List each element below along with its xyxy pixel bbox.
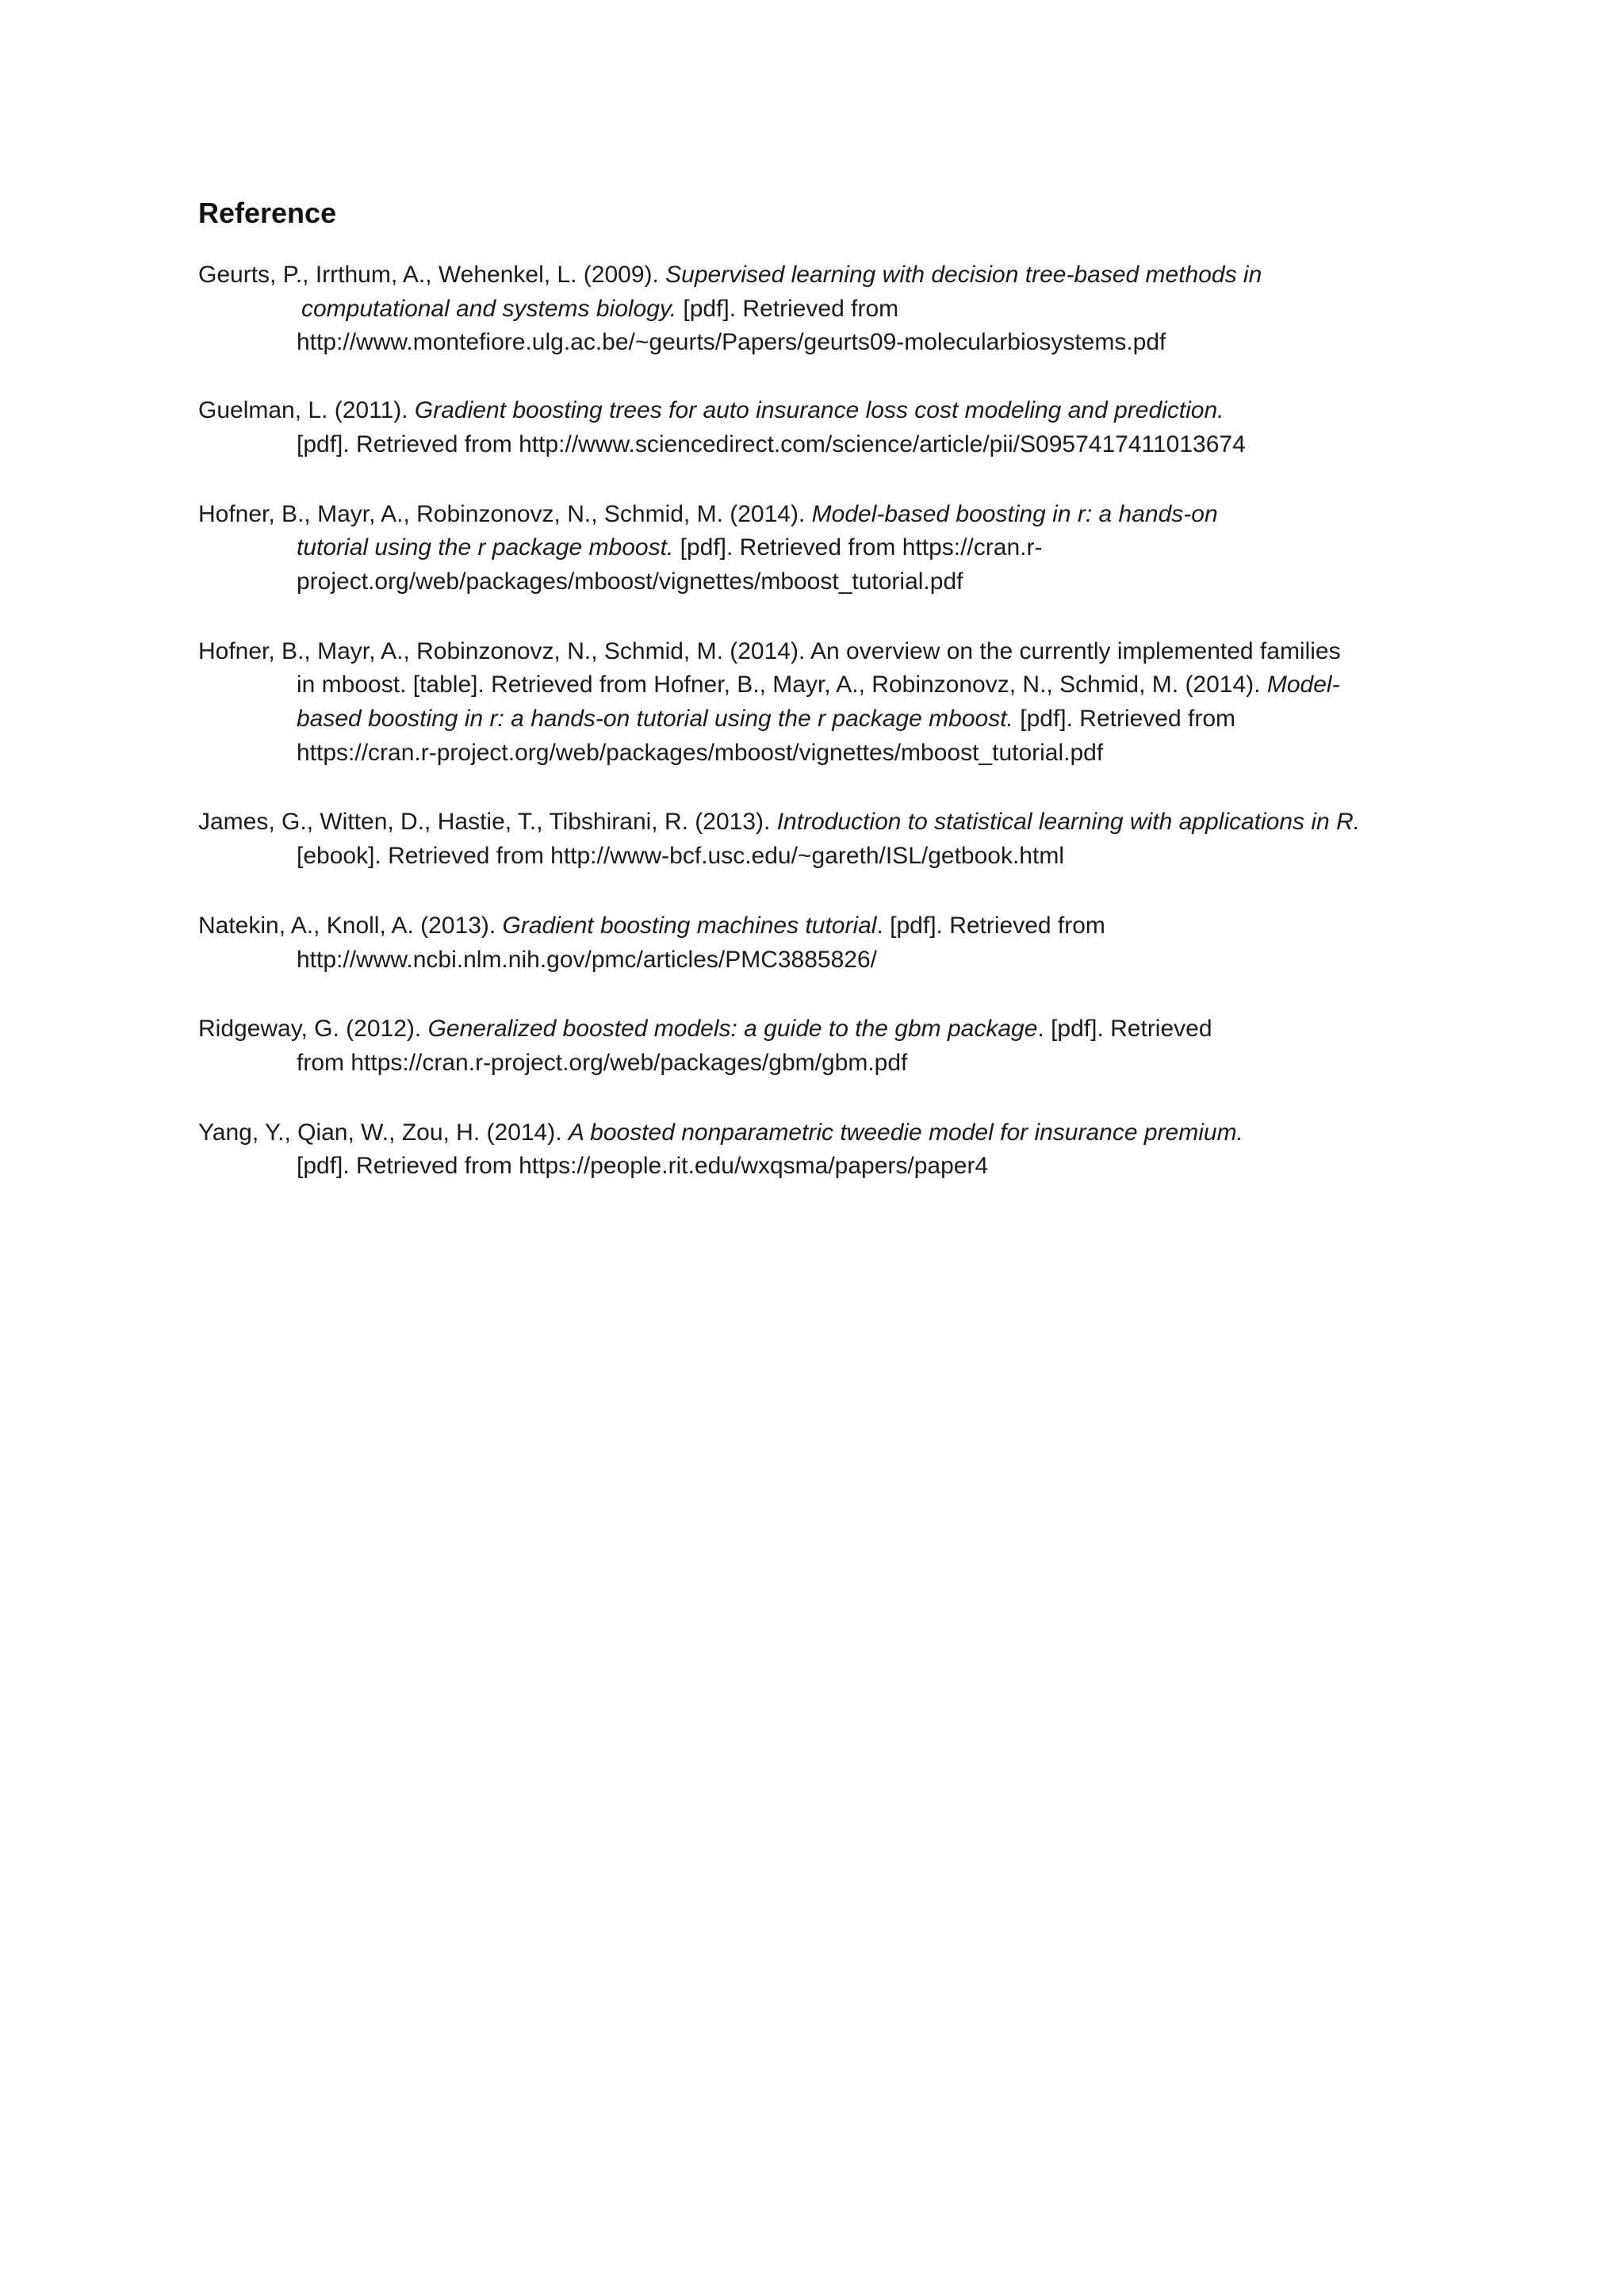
reference-line: [198, 702, 1467, 737]
reference-line: [198, 943, 1467, 978]
reference-entry: [198, 498, 1467, 599]
reference-line: [198, 531, 1467, 565]
entry-spacer: [198, 360, 1467, 394]
reference-title: A boosted nonparametric tweedie model for insurance premium.: [568, 1119, 1243, 1146]
reference-entry: [198, 394, 1467, 461]
reference-text: . [pdf]. Retrieved from: [876, 912, 1105, 939]
reference-line: [198, 1012, 1467, 1047]
entry-spacer: [198, 977, 1467, 1012]
reference-line: [198, 428, 1467, 462]
reference-text: Ridgeway, G. (2012).: [198, 1016, 428, 1043]
reference-title: Gradient boosting trees for auto insurance loss cost modeling and prediction.: [414, 397, 1224, 424]
entry-spacer: [198, 599, 1467, 635]
entry-spacer: [198, 1081, 1467, 1116]
reference-entry: [198, 1012, 1467, 1080]
reference-text: Geurts, P., Irrthum, A., Wehenkel, L. (2009).: [198, 262, 666, 288]
reference-line: [198, 498, 1467, 532]
reference-text: [pdf]. Retrieved from https://people.rit.edu/wxqsma/papers/paper4: [297, 1153, 989, 1180]
reference-entry: [198, 1116, 1467, 1184]
reference-line: [198, 565, 1467, 599]
reference-line: [198, 394, 1467, 428]
reference-text: [pdf]. Retrieved from: [1013, 706, 1236, 733]
reference-url: https://cran.r-project.org/web/packages/mboost/vignettes/mboost_tutorial.pdf: [297, 739, 1104, 766]
reference-title: Model-: [1266, 672, 1340, 698]
reference-heading: Reference: [198, 197, 337, 229]
reference-line: [198, 258, 1467, 293]
reference-text: in mboost. [table]. Retrieved from Hofner, B., Mayr, A., Robinzonovz, N., Schmid, M. (2014).: [297, 672, 1267, 698]
reference-url: http://www.ncbi.nlm.nih.gov/pmc/articles/PMC3885826/: [297, 946, 877, 973]
reference-text: [pdf]. Retrieved from http://www.sciencedirect.com/science/article/pii/S0957417411013674: [297, 430, 1246, 457]
entry-spacer: [198, 874, 1467, 909]
reference-line: [198, 635, 1467, 669]
reference-line: [198, 840, 1467, 874]
reference-text: Natekin, A., Knoll, A. (2013).: [198, 912, 503, 939]
reference-line: [198, 909, 1467, 943]
reference-list: [198, 258, 1467, 1184]
reference-entry: [198, 635, 1467, 771]
reference-line: [198, 1150, 1467, 1184]
reference-text: [pdf]. Retrieved from: [676, 295, 899, 322]
reference-line: [198, 1116, 1467, 1150]
reference-text: [pdf]. Retrieved from https://cran.r-: [673, 534, 1043, 561]
reference-entry: [198, 258, 1467, 360]
reference-entry: [198, 909, 1467, 977]
reference-text: Hofner, B., Mayr, A., Robinzonovz, N., Schmid, M. (2014). An overview on the currently implemented families: [198, 637, 1341, 664]
reference-title: tutorial using the r package mboost.: [297, 534, 674, 561]
reference-line: [198, 806, 1467, 840]
reference-title: Generalized boosted models: a guide to the gbm package: [427, 1016, 1038, 1043]
reference-line: [198, 293, 1467, 327]
entry-spacer: [198, 462, 1467, 498]
reference-text: James, G., Witten, D., Hastie, T., Tibshirani, R. (2013).: [198, 809, 777, 836]
reference-title: Supervised learning with decision tree-based methods in: [665, 262, 1262, 288]
reference-url: from https://cran.r-project.org/web/packages/gbm/gbm.pdf: [297, 1049, 908, 1076]
reference-line: [198, 326, 1467, 360]
reference-text: . [pdf]. Retrieved: [1037, 1016, 1212, 1043]
reference-text: [ebook]. Retrieved from http://www-bcf.usc.edu/~gareth/ISL/getbook.html: [297, 843, 1064, 870]
reference-line: [198, 668, 1467, 702]
reference-title: Model-based boosting in r: a hands-on: [811, 500, 1218, 527]
entry-spacer: [198, 770, 1467, 806]
reference-title: based boosting in r: a hands-on tutorial using the r package mboost.: [297, 706, 1013, 733]
reference-title: Introduction to statistical learning with applications in R.: [776, 809, 1361, 836]
reference-title: computational and systems biology.: [301, 295, 677, 322]
reference-line: [198, 737, 1467, 771]
reference-entry: [198, 806, 1467, 873]
reference-line: [198, 1047, 1467, 1081]
reference-text: Hofner, B., Mayr, A., Robinzonovz, N., Schmid, M. (2014).: [198, 500, 812, 527]
reference-text: Guelman, L. (2011).: [198, 397, 415, 424]
reference-title: Gradient boosting machines tutorial: [502, 912, 877, 939]
reference-url: project.org/web/packages/mboost/vignettes/mboost_tutorial.pdf: [297, 568, 963, 595]
reference-url: http://www.montefiore.ulg.ac.be/~geurts/Papers/geurts09-molecularbiosystems.pdf: [297, 329, 1166, 356]
reference-text: Yang, Y., Qian, W., Zou, H. (2014).: [198, 1119, 569, 1146]
